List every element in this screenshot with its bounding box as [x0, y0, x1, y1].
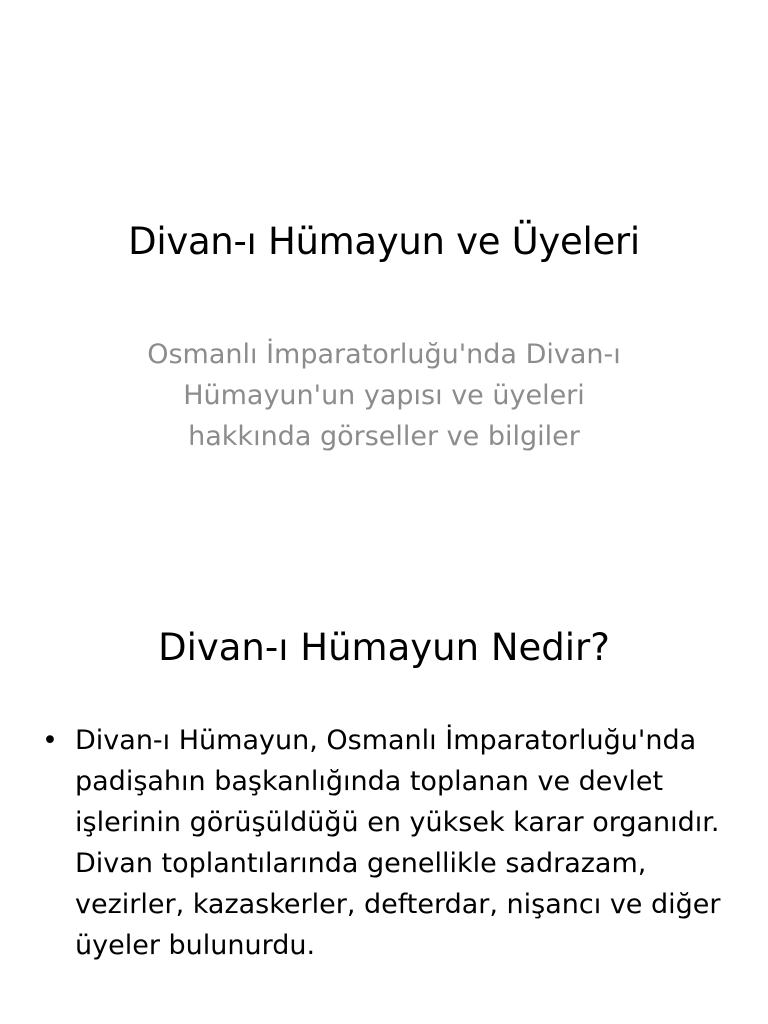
slide-subtitle: Osmanlı İmparatorluğu'nda Divan-ı Hümayun'un yapısı ve üyeleri hakkında görseller ve bilgiler: [147, 339, 621, 452]
bullet-item: [40, 720, 728, 966]
slide-title: Divan-ı Hümayun Nedir?: [158, 626, 610, 669]
slide-title: Divan-ı Hümayun ve Üyeleri: [128, 220, 640, 263]
bullet-icon: •: [42, 725, 58, 756]
bullet-list: [40, 720, 728, 966]
content-slide: [0, 576, 768, 1024]
bullet-text: Divan-ı Hümayun, Osmanlı İmparatorluğu'nda padişahın başkanlığında toplanan ve devlet işlerinin görüşüldüğü en yüksek karar organıdır. Divan toplantılarında genellikle sadrazam, vezirler, kazaskerler, defterdar, nişancı ve diğer üyeler bulunurdu.: [75, 725, 721, 961]
